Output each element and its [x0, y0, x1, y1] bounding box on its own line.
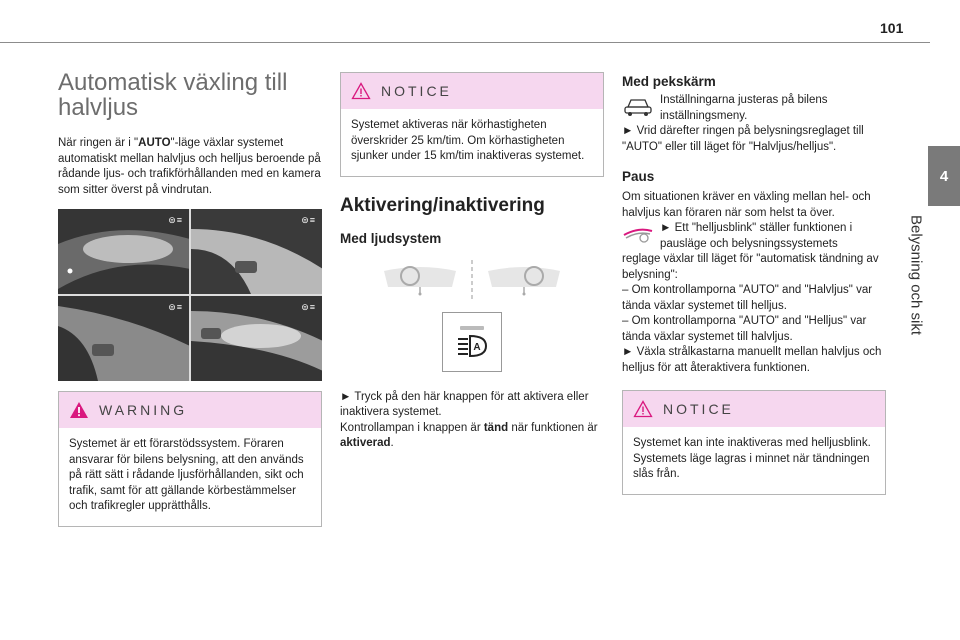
pause-case-2: – Om kontrollamporna "AUTO" and "Helljus" var tända växlar systemet till halvljus. [622, 315, 867, 343]
illustration-panel-2 [191, 209, 322, 294]
lamp-text-end: . [390, 437, 394, 449]
notice-box-2 [622, 390, 886, 495]
notice-icon [633, 400, 653, 418]
pause-tip [622, 221, 886, 252]
lamp-text-start: Kontrollampan i knappen är [340, 421, 484, 434]
touchscreen-tip [622, 93, 886, 124]
notice-text: Systemet aktiveras när körhastigheten överskrider 25 km/tim. Om körhastigheten sjunker under 15 km/tim inaktiveras systemet. [351, 119, 585, 162]
warning-box [58, 391, 322, 527]
steering-wheel-icon [380, 263, 460, 297]
intro-paragraph [58, 136, 322, 198]
notice-box [340, 72, 604, 177]
subsection-touchscreen: Med pekskärm [622, 74, 716, 89]
illustration-panel-1 [58, 209, 189, 294]
headlamp-indicator-icon: ⊜≡ [301, 302, 316, 312]
pause-continuation: reglage växlar till läget för "automatisk tändning av belysning": [622, 253, 879, 281]
auto-headlamp-button[interactable] [442, 312, 502, 372]
column-2 [340, 72, 604, 452]
headlamp-flash-icon [622, 223, 654, 245]
divider-dashed [470, 260, 474, 300]
warning-icon [69, 401, 89, 419]
page-title: Automatisk växling till halvljus [58, 69, 288, 121]
warning-text: Systemet är ett förarstödssystem. Föraren ansvarar för bilens belysning, att den används på rätt sätt i rådande ljusförhållanden, sikt och trafik, samt för att gällande körbestämmelser och trafikregler upprätthålls. [69, 438, 304, 512]
pause-step: ► Växla strålkastarna manuellt mellan halvljus och helljus för att återaktivera funktionen. [622, 346, 882, 374]
notice-header-2 [623, 391, 885, 427]
headlamp-indicator-icon: ⊜≡ [168, 215, 183, 225]
lamp-bold-active: aktiverad [340, 437, 391, 449]
notice-label: NOTICE [381, 83, 452, 99]
intro-bold-auto: AUTO [138, 137, 171, 149]
steering-wheel-illustration [340, 260, 604, 300]
instruction-text: ► Tryck på den här knappen för att aktivera eller inaktivera systemet. [340, 390, 589, 418]
lamp-status-text [340, 421, 604, 452]
intro-text-start: När ringen är i " [58, 137, 139, 149]
page-number: 101 [880, 20, 904, 36]
subsection-pause: Paus [622, 169, 655, 184]
pause-case-1: – Om kontrollamporna "AUTO" and "Halvljus" var tända växlar systemet till helljus. [622, 284, 873, 312]
notice-label-2: NOTICE [663, 401, 734, 417]
svg-text:A: A [473, 341, 481, 353]
headlight-illustration [58, 209, 322, 381]
warning-header [59, 392, 321, 428]
warning-label: WARNING [99, 402, 188, 418]
headlamp-indicator-icon: ⊜≡ [168, 302, 183, 312]
lamp-bold-on: tänd [483, 421, 509, 434]
touchscreen-car-icon [622, 95, 654, 117]
touchscreen-step: ► Vrid därefter ringen på belysningsreglaget till "AUTO" eller till läget för "Halvljus/helljus". [622, 125, 864, 153]
notice-icon [351, 82, 371, 100]
pause-intro: Om situationen kräver en växling mellan hel- och halvljus kan föraren när som helst ta över. [622, 191, 871, 219]
headlamp-indicator-icon: ⊜≡ [301, 215, 316, 225]
notice-text-2: Systemet kan inte inaktiveras med helljusblink. Systemets läge lagras i minnet när tändningen slås från. [633, 437, 871, 480]
lamp-text-mid: när funktionen är [508, 421, 598, 434]
column-1 [58, 70, 322, 527]
illustration-panel-3 [58, 296, 189, 381]
auto-headlamp-button-icon [452, 322, 492, 362]
chapter-title [902, 215, 930, 365]
notice-header [341, 73, 603, 109]
steering-wheel-icon [484, 263, 564, 297]
header-rule [0, 42, 930, 43]
illustration-panel-4 [191, 296, 322, 381]
subsection-audio: Med ljudsystem [340, 230, 442, 246]
touchscreen-tip-text: Inställningarna justeras på bilens inställningsmeny. [660, 94, 828, 122]
intro-text-end: "-läge växlar systemet automatiskt mellan halvljus och helljus beroende på rådande ljus- och trafikförhållanden med en kamera som sitter överst på vindrutan. [58, 137, 321, 196]
section-title: Aktivering/inaktivering [340, 194, 545, 216]
chapter-title-text: Belysning och sikt [907, 215, 925, 336]
pause-tip-text: ► Ett "helljusblink" ställer funktionen i pausläge och belysningssystemets [660, 222, 853, 250]
column-3 [622, 74, 886, 495]
chapter-number: 4 [939, 167, 949, 185]
chapter-tab [928, 146, 960, 206]
